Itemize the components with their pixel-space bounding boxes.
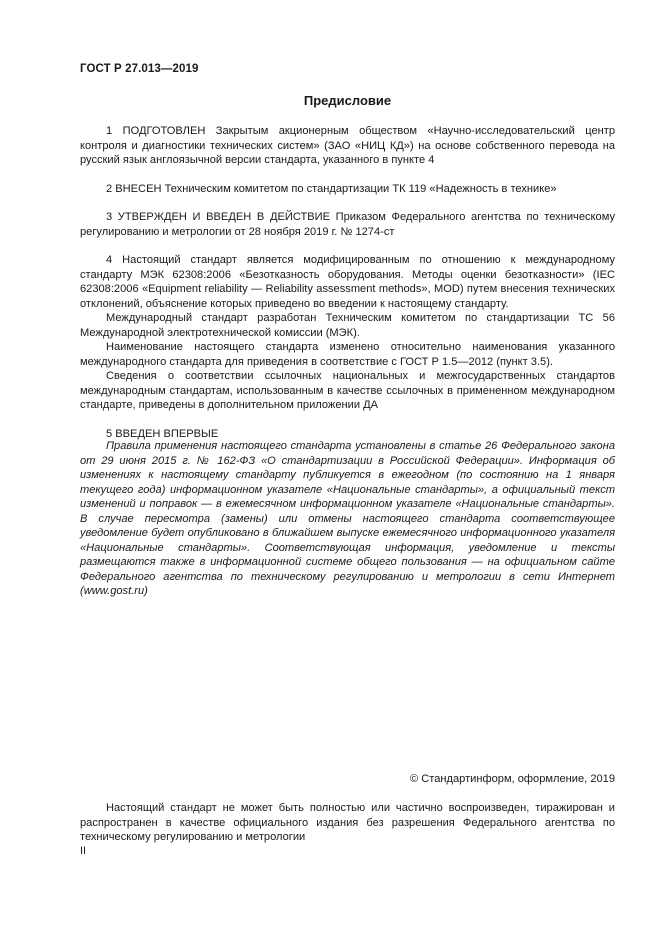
paragraph-introduced: 5 ВВЕДЕН ВПЕРВЫЕ <box>106 427 219 440</box>
foreword-body <box>80 124 615 441</box>
paragraph-developed-by: Международный стандарт разработан Техническим комитетом по стандартизации ТС 56 Международной электротехнической комиссии (МЭК). <box>80 312 615 339</box>
paragraph-approved: 3 УТВЕРЖДЕН И ВВЕДЕН В ДЕЙСТВИЕ Приказом Федерального агентства по техническому регулированию и метрологии от 28 ноября 2019 г. № 1274-ст <box>80 211 615 238</box>
application-rules-notice: Правила применения настоящего стандарта установлены в статье 26 Федерального закона от 29 июня 2015 г. № 162-ФЗ «О стандартизации в Российской Федерации». Информация об изменениях к настоящему стандарту публикуется в ежегодном (по состоянию на 1 января текущего года) информационном указателе «Национальные стандарты», а официальный текст изменений и поправок — в ежемесячном информационном указателе «Национальные стандарты». В случае пересмотра (замены) или отмены настоящего стандарта соответствующее уведомление будет опубликовано в ближайшем выпуске ежемесячного информационного указателя «Национальные стандарты». Соответствующая информация, уведомление и тексты размещаются также в информационной системе общего пользования — на официальном сайте Федерального агентства по техническому регулированию и метрологии в сети Интернет (www.gost.ru) <box>80 440 615 597</box>
copyright-line: © Стандартинформ, оформление, 2019 <box>410 773 615 785</box>
paragraph-references: Сведения о соответствии ссылочных национальных и межгосударственных стандартов международным стандартам, использованным в качестве ссылочных в примененном международном стандарте, приведены в дополнительном приложении ДА <box>80 370 615 411</box>
reproduction-notice: Настоящий стандарт не может быть полностью или частично воспроизведен, тиражирован и распространен в качестве официального издания без разрешения Федерального агентства по техническому регулированию и метрологии <box>80 802 615 843</box>
paragraph-submitted: 2 ВНЕСЕН Техническим комитетом по стандартизации ТК 119 «Надежность в технике» <box>106 182 557 195</box>
section-title: Предисловие <box>303 93 392 108</box>
standard-code: ГОСТ Р 27.013—2019 <box>80 63 199 75</box>
page-number: II <box>80 845 87 857</box>
paragraph-name-changed: Наименование настоящего стандарта изменено относительно наименования указанного международного стандарта для приведения в соответствие с ГОСТ Р 1.5—2012 (пункт 3.5). <box>80 341 615 368</box>
paragraph-modified-standard: 4 Настоящий стандарт является модифицированным по отношению к международному стандарту МЭК 62308:2006 «Безотказность оборудования. Методы оценки безотказности» (IEC 62308:2006 «Equipment reliability — Reliability assessment methods», MOD) путем внесения технических отклонений, объяснение которых приведено во введении к настоящему стандарту. <box>80 254 615 310</box>
paragraph-prepared: 1 ПОДГОТОВЛЕН Закрытым акционерным обществом «Научно-исследовательский центр контроля и диагностики технических систем» (ЗАО «НИЦ КД») на основе собственного перевода на русский язык англоязычной версии стандарта, указанного в пункте 4 <box>80 125 615 166</box>
